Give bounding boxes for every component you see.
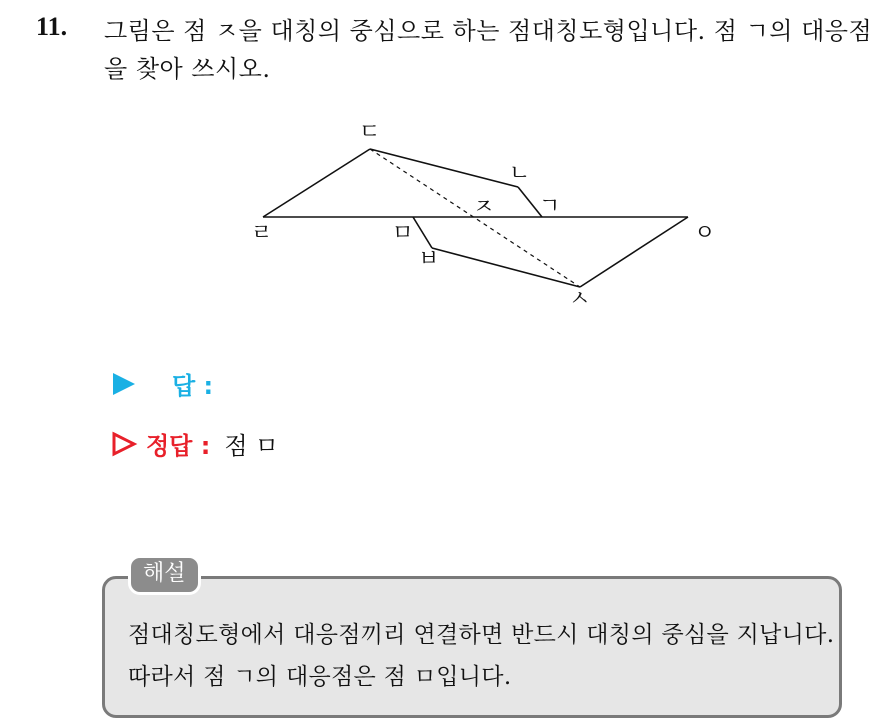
label-b: ㅂ [418,247,440,272]
edge-o-s [580,217,688,287]
edge-r-d [263,149,370,217]
question-text: 그림은 점 ㅈ을 대칭의 중심으로 하는 점대칭도형입니다. 점 ㄱ의 대응점을 찾아 쓰시오. [104,17,873,83]
label-o: ㅇ [694,221,716,246]
play-triangle-icon [110,370,138,398]
answer-row [110,366,227,401]
correct-answer-label: 정답 : [146,432,211,460]
correct-answer-value: 점 ㅁ [224,432,279,460]
correct-answer-row [110,426,278,461]
edge-d-n [370,149,518,187]
label-j: ㅈ [473,195,495,220]
question-number: 11. [36,12,68,41]
label-g: ㄱ [539,194,561,219]
answer-label: 답 : [172,372,214,400]
edge-b-m [413,217,432,248]
label-m: ㅁ [392,221,414,246]
explanation-tag: 해설 [128,555,201,595]
label-r: ㄹ [251,221,273,246]
explanation-text: 점대칭도형에서 대응점끼리 연결하면 반드시 대칭의 중심을 지납니다. 따라서 점 ㄱ의 대응점은 점 ㅁ입니다. [128,622,835,690]
point-symmetric-figure [0,0,884,330]
label-s: ㅅ [569,287,591,312]
label-d: ㄷ [359,120,381,145]
outline-triangle-icon [110,430,138,458]
label-n: ㄴ [509,161,531,186]
edge-s-b [432,248,580,287]
